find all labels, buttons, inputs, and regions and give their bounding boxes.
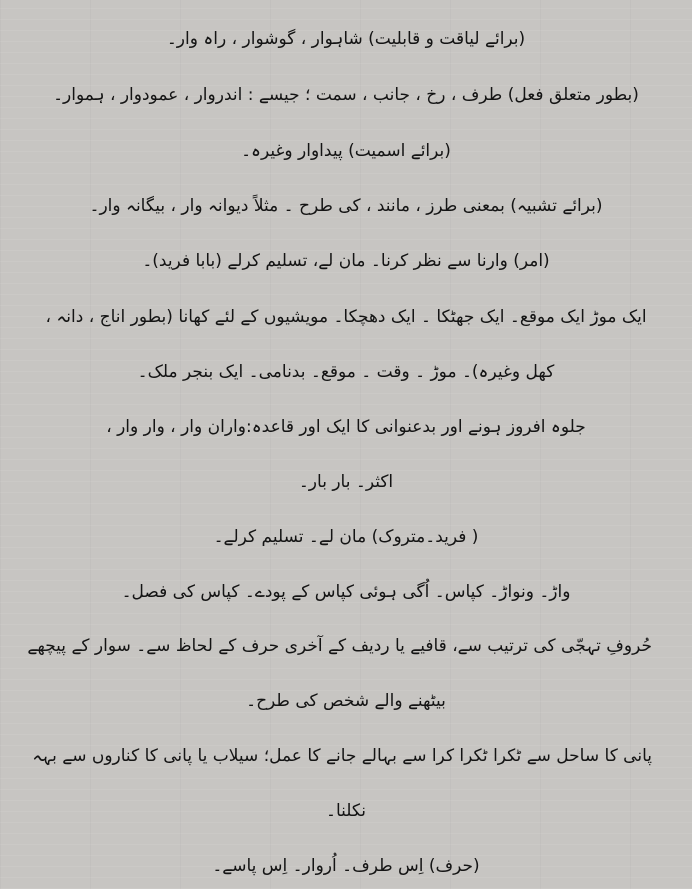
definition-line: پانی کا ساحل سے ٹکرا ٹکرا کرا سے بہالے جانے کا عمل؛ سیلاب یا پانی کا کناروں سے بہہ [32,746,652,766]
definition-line: بیٹھنے والے شخص کی طرح۔ [246,691,446,711]
definition-line: حُروفِ تہجّی کی ترتیب سے، قافیے یا ردیف کے آخری حرف کے لحاظ سے۔ سوار کے پیچھے [27,636,652,656]
definition-line: جلوہ افروز ہونے اور بدعنوانی کا ایک اور قاعدہ:واران وار ، وار وار ، [106,417,586,437]
definition-line: اکثر۔ بار بار۔ [298,472,394,492]
definition-line: ( فرید۔متروک) مان لے۔ تسلیم کرلے۔ [213,527,479,547]
definition-line: (حرف) اِس طرف۔ اُروار۔ اِس پاسے۔ [212,856,480,876]
definition-line: واڑ۔ ونواڑ۔ کپاس۔ اُگی ہوئی کپاس کے پودے۔ کپاس کی فصل۔ [121,582,571,602]
definition-line: نکلنا۔ [325,801,367,821]
definition-line: (امر) وارنا سے نظر کرنا۔ مان لے، تسلیم کرلے (بابا فرید)۔ [142,251,550,271]
definition-line: ایک موڑ ایک موقع۔ ایک جھٹکا ۔ ایک دھچکا۔ مویشیوں کے لئے کھانا (بطور اناج ، دانہ ، [45,307,647,327]
definition-line: (برائے تشبیہ) بمعنی طرز ، مانند ، کی طرح ۔ مثلاً دیوانہ وار ، بیگانہ وار۔ [89,196,603,216]
definition-line: (برائے لیاقت و قابلیت) شاہوار ، گوشوار ، راہ وار۔ [166,29,526,49]
definition-line: (بطور متعلق فعل) طرف ، رخ ، جانب ، سمت ؛ جیسے : اندروار ، عمودوار ، ہموار۔ [53,85,639,105]
definition-line: کھل وغیرہ)۔ موڑ ۔ وقت ۔ موقع۔ بدنامی۔ ایک بنجر ملک۔ [137,362,555,382]
definition-line: (برائے اسمیت) پیداوار وغیرہ۔ [241,141,451,161]
